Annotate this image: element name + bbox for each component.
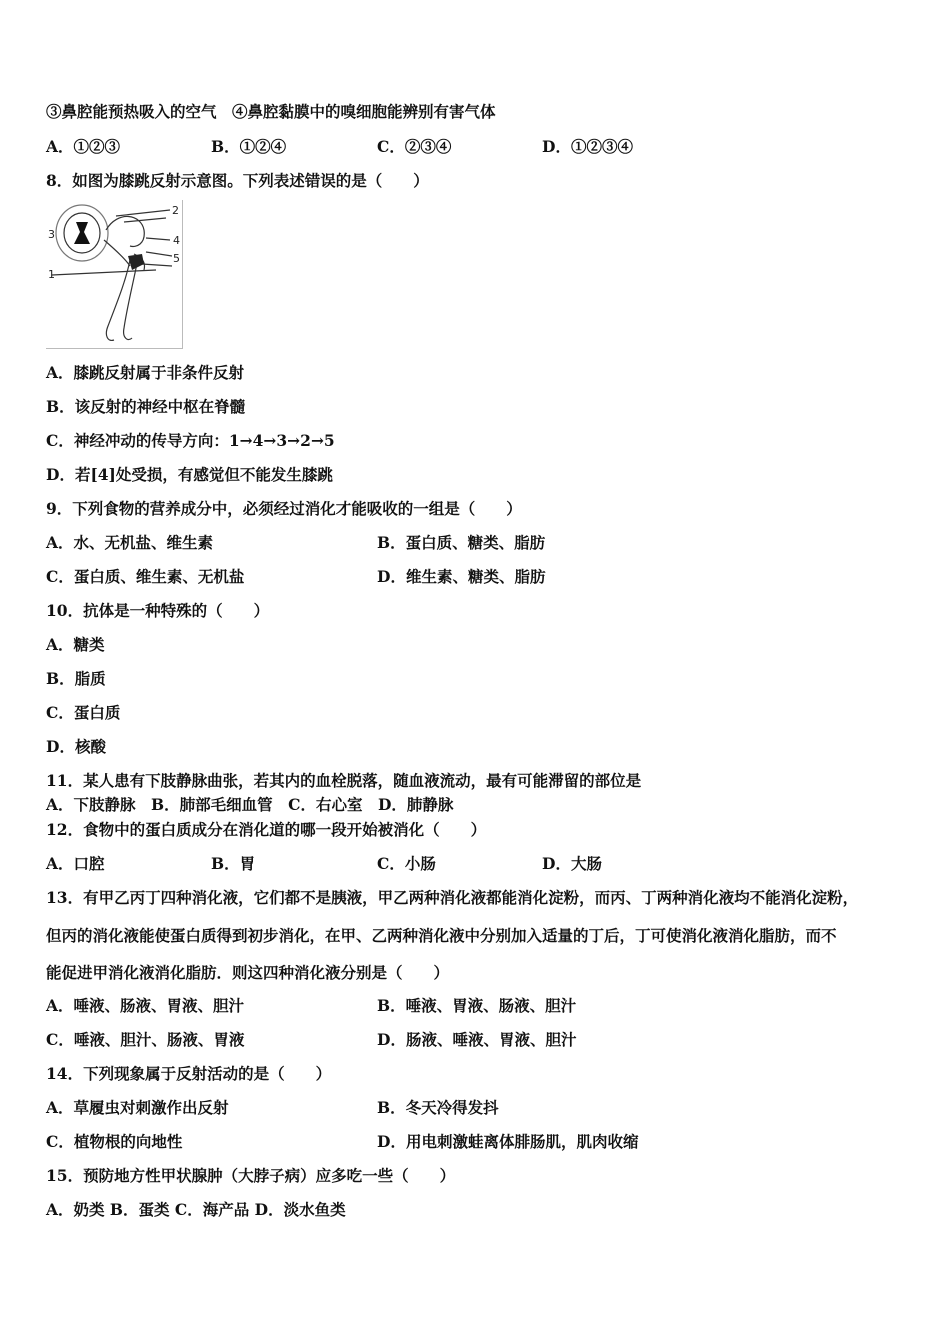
q9-stem: 9．下列食物的营养成分中，必须经过消化才能吸收的一组是（ ） bbox=[46, 499, 522, 518]
q10-option-b[interactable]: B．脂质 bbox=[46, 669, 106, 688]
q13-stem-line1: 13．有甲乙丙丁四种消化液，它们都不是胰液，甲乙两种消化液都能消化淀粉，而丙、丁两种消化液均不能消化淀粉， bbox=[46, 888, 859, 907]
figure-label-2: 2 bbox=[172, 204, 179, 217]
figure-label-1: 1 bbox=[48, 268, 55, 281]
q9-option-a[interactable]: A．水、无机盐、维生素 bbox=[46, 533, 214, 552]
q7-option-d[interactable]: D．①②③④ bbox=[542, 137, 633, 156]
q7-option-tail: ③鼻腔能预热吸入的空气 ④鼻腔黏膜中的嗅细胞能辨别有害气体 bbox=[46, 102, 496, 121]
q8-option-d[interactable]: D．若[4]处受损，有感觉但不能发生膝跳 bbox=[46, 465, 333, 484]
q12-option-c[interactable]: C．小肠 bbox=[377, 854, 436, 873]
q13-option-a[interactable]: A．唾液、肠液、胃液、胆汁 bbox=[46, 996, 245, 1015]
q8-stem: 8．如图为膝跳反射示意图。下列表述错误的是（ ） bbox=[46, 171, 429, 190]
q14-option-c[interactable]: C．植物根的向地性 bbox=[46, 1132, 183, 1151]
q8-option-a[interactable]: A．膝跳反射属于非条件反射 bbox=[46, 363, 245, 382]
q10-option-a[interactable]: A．糖类 bbox=[46, 635, 105, 654]
q12-option-d[interactable]: D．大肠 bbox=[542, 854, 602, 873]
q9-option-d[interactable]: D．维生素、糖类、脂肪 bbox=[377, 567, 546, 586]
q14-option-a[interactable]: A．草履虫对刺激作出反射 bbox=[46, 1098, 229, 1117]
q13-stem-line3: 能促进甲消化液消化脂肪．则这四种消化液分别是（ ） bbox=[46, 963, 450, 982]
q12-option-a[interactable]: A．口腔 bbox=[46, 854, 105, 873]
q9-option-b[interactable]: B．蛋白质、糖类、脂肪 bbox=[377, 533, 546, 552]
q13-option-b[interactable]: B．唾液、胃液、肠液、胆汁 bbox=[377, 996, 577, 1015]
q8-option-c[interactable]: C．神经冲动的传导方向：1→4→3→2→5 bbox=[46, 431, 335, 450]
figure-label-5: 5 bbox=[173, 252, 180, 265]
q13-option-d[interactable]: D．肠液、唾液、胃液、胆汁 bbox=[377, 1030, 577, 1049]
knee-jerk-reflex-figure bbox=[46, 200, 183, 349]
q10-option-c[interactable]: C．蛋白质 bbox=[46, 703, 121, 722]
q13-option-c[interactable]: C．唾液、胆汁、肠液、胃液 bbox=[46, 1030, 245, 1049]
q7-option-a[interactable]: A．①②③ bbox=[46, 137, 121, 156]
q14-option-b[interactable]: B．冬天冷得发抖 bbox=[377, 1098, 499, 1117]
q7-option-c[interactable]: C．②③④ bbox=[377, 137, 452, 156]
q11-stem: 11．某人患有下肢静脉曲张，若其内的血栓脱落，随血液流动，最有可能滞留的部位是 bbox=[46, 771, 642, 790]
q14-stem: 14．下列现象属于反射活动的是（ ） bbox=[46, 1064, 332, 1083]
q15-options[interactable]: A．奶类 B．蛋类 C．海产品 D．淡水鱼类 bbox=[46, 1200, 346, 1219]
figure-label-3: 3 bbox=[48, 228, 55, 241]
q10-option-d[interactable]: D．核酸 bbox=[46, 737, 106, 756]
q10-stem: 10．抗体是一种特殊的（ ） bbox=[46, 601, 270, 620]
q7-option-b[interactable]: B．①②④ bbox=[211, 137, 287, 156]
q12-stem: 12．食物中的蛋白质成分在消化道的哪一段开始被消化（ ） bbox=[46, 820, 487, 839]
figure-label-4: 4 bbox=[173, 234, 180, 247]
q13-stem-line2: 但丙的消化液能使蛋白质得到初步消化，在甲、乙两种消化液中分别加入适量的丁后，丁可使消化液消化脂肪，而不 bbox=[46, 926, 837, 945]
q9-option-c[interactable]: C．蛋白质、维生素、无机盐 bbox=[46, 567, 245, 586]
q11-options[interactable]: A．下肢静脉 B．肺部毛细血管 C．右心室 D．肺静脉 bbox=[46, 795, 454, 814]
q15-stem: 15．预防地方性甲状腺肿（大脖子病）应多吃一些（ ） bbox=[46, 1166, 456, 1185]
q8-option-b[interactable]: B．该反射的神经中枢在脊髓 bbox=[46, 397, 246, 416]
q12-option-b[interactable]: B．胃 bbox=[211, 854, 256, 873]
q14-option-d[interactable]: D．用电刺激蛙离体腓肠肌，肌肉收缩 bbox=[377, 1132, 639, 1151]
